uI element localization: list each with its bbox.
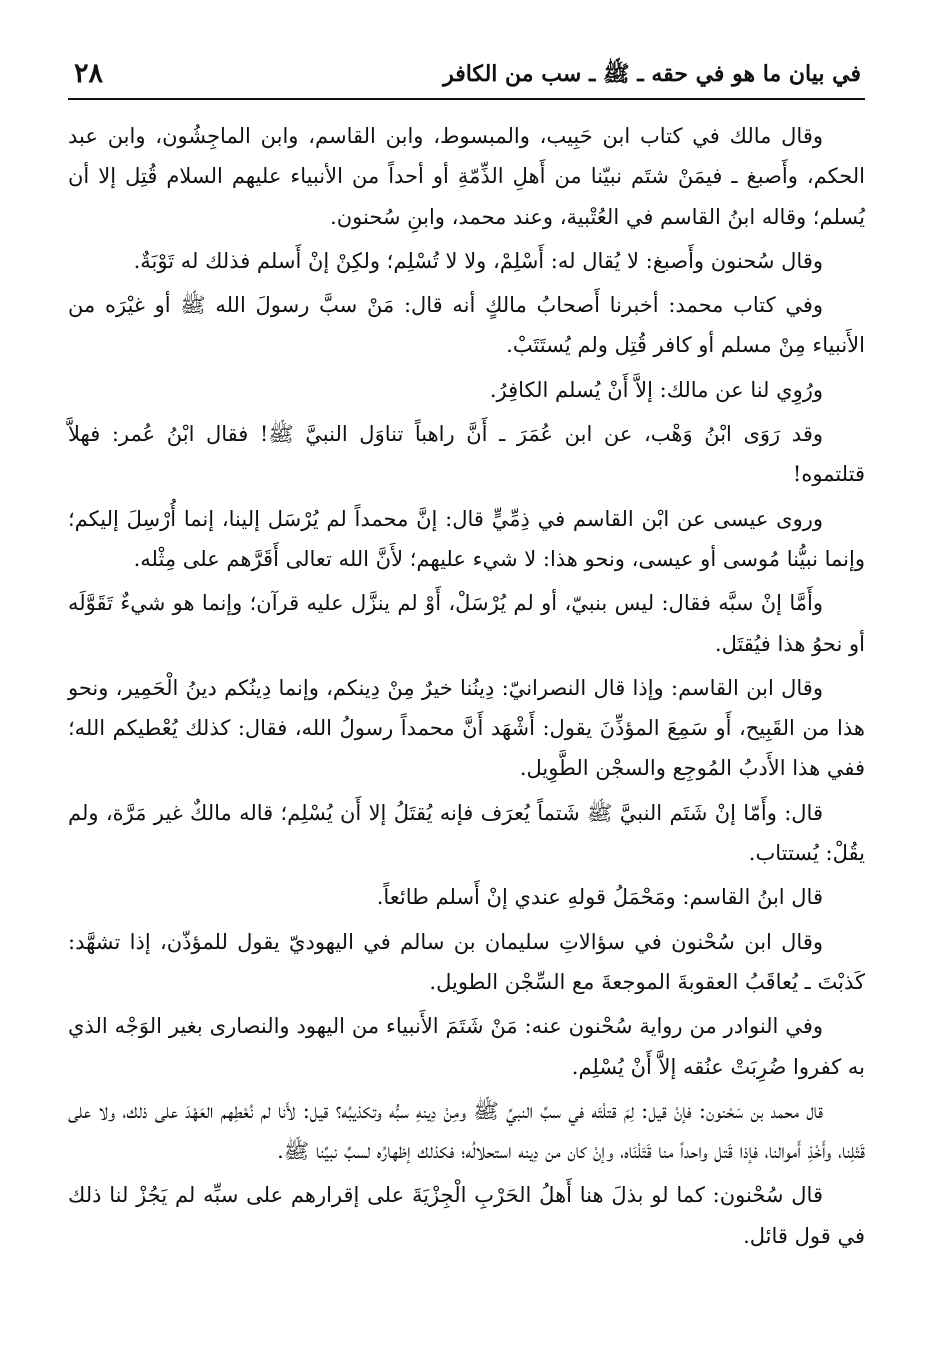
body-text	[68, 116, 865, 1260]
paragraph: وفي كتاب محمد: أخبرنا أَصحابُ مالكٍ أنه قال: مَنْ سبَّ رسولَ الله ﷺ أو غيْرَه من الأَنبياء مِنْ مسلم أو كافر قُتِل ولم يُستَتَبْ.	[68, 293, 865, 358]
page-header	[68, 48, 865, 100]
paragraph: قال ابنُ القاسم: ومَحْمَلُ قولهِ عندي إنْ أَسلم طائعاً.	[376, 885, 823, 910]
paragraph: ورُوِي لنا عن مالك: إلاَّ أَنْ يُسلم الكافِرُ.	[489, 377, 823, 402]
paragraph: وروى عيسى عن ابْن القاسم في ذِمِّيٍّ قال: إنَّ محمداً لم يُرْسَل إلينا، إنما أُرْسِلَ إليكم؛ وإنما نبيُّنا مُوسى أو عيسى، ونحو هذا: لا شيء عليهم؛ لأَنَّ الله تعالى أَقَرَّهم على مِثْله.	[68, 506, 865, 571]
paragraph: وقال سُحنون وأَصبغ: لا يُقال له: أَسْلِمْ، ولا لا تُسْلِم؛ ولكِنْ إنْ أَسلم فذلك له تَوْبَةٌ.	[133, 248, 823, 273]
paragraph: قال سُحْنون: كما لو بذلَ هنا أَهلُ الحَرْبِ الْجِزْيَةَ على إقرارهم على سبِّه لم يَجُزْ لنا ذلك في قول قائل.	[68, 1183, 865, 1248]
page-number: ٢٨	[74, 58, 104, 89]
paragraph: وقال ابن القاسم: وإذا قال النصرانيّ: دِينُنا خيرٌ مِنْ دِينكم، وإنما دِينُكم دينُ الْحَمِير، ونحو هذا من القَبِيح، أَو سَمِعَ المؤذِّنَ يقول: أَشْهَد أَنَّ محمداً رسولُ الله، فقال: كذلك يُعْطيكم الله؛ ففي هذا الأَدبُ المُوجِع والسجْن الطَّوِيل.	[68, 675, 865, 781]
paragraph: وفي النوادر من رواية سُحْنون عنه: مَنْ شَتَمَ الأَنبياء من اليهود والنصارى بغير الوَجْه الذي به كفروا ضُرِبَتْ عنُقه إلاَّ أَنْ يُسْلِم.	[68, 1014, 865, 1079]
paragraph: وقال ابن سُحْنون في سؤالاتِ سليمان بن سالم في اليهوديّ يقول للمؤذّن، إذا تشهَّد: كَذبْتَ ـ يُعاقَبُ العقوبةَ الموجعةَ مع السِّجْن الطويل.	[68, 929, 865, 994]
paragraph: وقال مالك في كتاب ابن حَبِيب، والمبسوط، وابن القاسم، وابن الماجِشُون، وابن عبد الحكم، وأَصبغ ـ فيمَنْ شتَم نبيّنا من أَهلِ الذِّمّةِ أو أحداً من الأنبياء عليهم السلام قُتِل إلا أن يُسلم؛ وقاله ابنُ القاسم في العُتْبية، وعند محمد، وابنِ سُحنون.	[68, 124, 865, 229]
paragraph: قال: وأَمّا إنْ شَتَم النبيَّ ﷺ شَتماً يُعرَف فإنه يُقتَلُ إلا أَن يُسْلِم؛ قاله مالكٌ غير مَرَّة، ولم يقُلْ: يُستتاب.	[68, 800, 865, 866]
paragraph: وقد رَوَى ابْنُ وَهْب، عن ابن عُمَرَ ـ أَنَّ راهباً تناوَل النبيَّ ﷺ! فقال ابْنُ عُمر: فهلاَّ قتلتموه!	[68, 422, 865, 487]
paragraph: وأَمَّا إنْ سبَّه فقال: ليس بنبيّ، أو لم يُرْسَلْ، أَوْ لم ينزَّل عليه قرآن؛ وإنما هو شيءٌ تَقَوَّلَه أو نحوُ هذا فيُقتَل.	[68, 591, 865, 656]
paragraph: قال محمد بن سَحْنون: فإنْ قيل: لِمَ قتلْتَه في سبِّ النبيِّ ﷺ ومِنْ دِينهِ سبُّه وتكذيبُه؟ قيل: لأَنا لم نُعْطِهم العَهْدَ على ذلك، ولا على قَتْلِنا، وأَخْذِ أَموالنا، فإذا قَتل واحداً منا قَتَلْنَاه، وإنْ كان من دِينه استحلالُه؛ فكذلك إظهارُه لسبِّ نبيِّنا ﷺ.	[68, 1098, 865, 1164]
running-title: في بيان ما هو في حقه ـ ﷺ ـ سب من الكافر	[443, 61, 861, 87]
